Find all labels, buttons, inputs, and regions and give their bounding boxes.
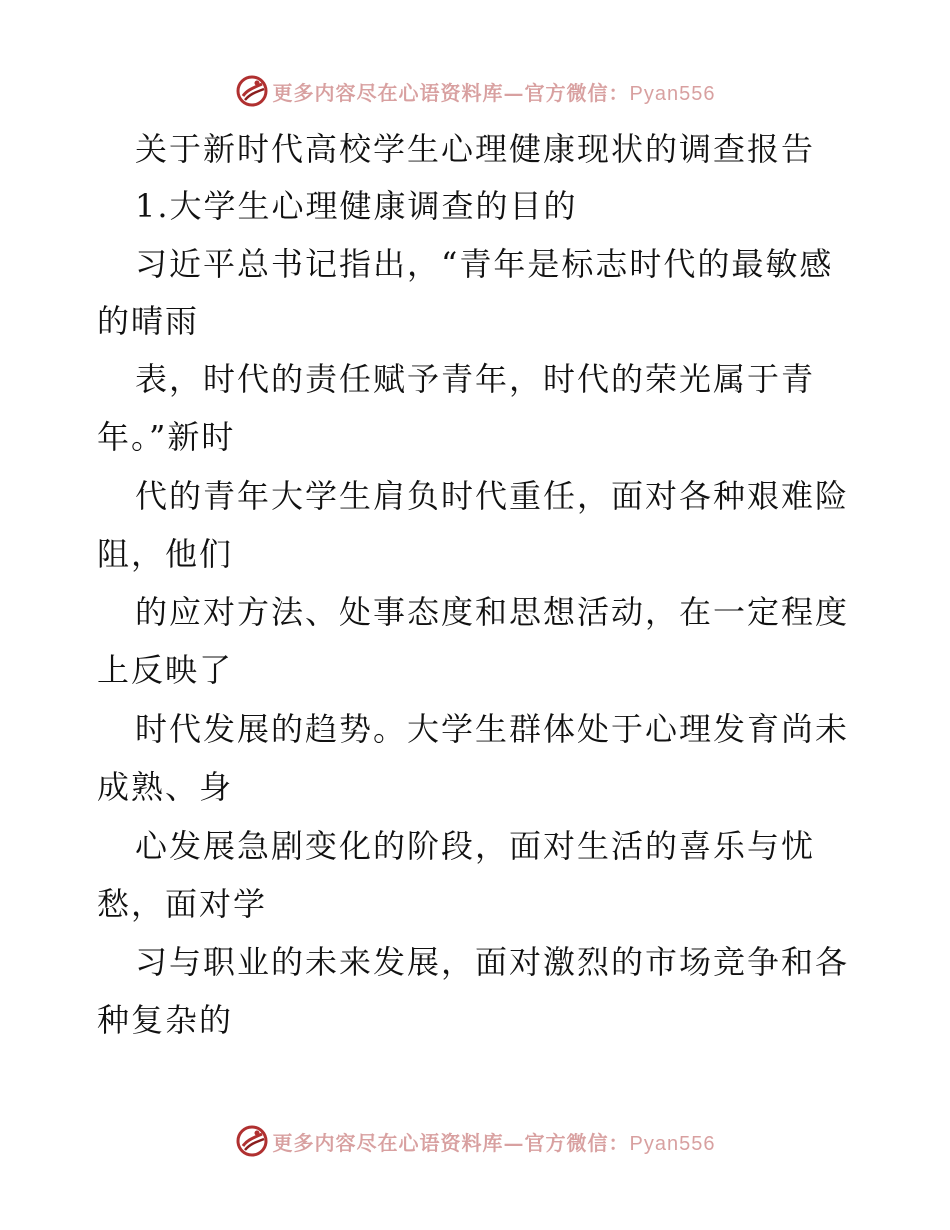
paragraph-line: 习近平总书记指出，“青年是标志时代的最敏感: [135, 245, 834, 283]
paragraph-line: 成熟、身: [97, 768, 234, 806]
banner-label: 更多内容尽在心语资料库—官方微信：: [272, 80, 630, 105]
paragraph-line: 种复杂的: [97, 1001, 234, 1039]
header-banner: [0, 71, 950, 111]
paragraph-line: 表，时代的责任赋予青年，时代的荣光属于青: [135, 360, 816, 398]
paragraph-line: 阻，他们: [97, 535, 234, 573]
paragraph-line: 心发展急剧变化的阶段，面对生活的喜乐与忧: [135, 827, 816, 865]
banner-text: [273, 77, 716, 106]
banner-wechat-id: Pyan556: [629, 82, 716, 105]
paragraph-line: 上反映了: [97, 651, 234, 689]
paragraph-line: 习与职业的未来发展，面对激烈的市场竞争和各: [135, 943, 850, 981]
paragraph-line: 愁，面对学: [97, 885, 268, 923]
banner-label: 更多内容尽在心语资料库—官方微信：: [272, 1130, 630, 1155]
banner-wechat-id: Pyan556: [629, 1132, 716, 1155]
banner-text: [273, 1127, 716, 1156]
document-title: 关于新时代高校学生心理健康现状的调查报告: [135, 130, 816, 168]
book-logo-icon: [235, 1124, 269, 1158]
book-logo-icon: [235, 74, 269, 108]
paragraph-line: 时代发展的趋势。大学生群体处于心理发育尚未: [135, 710, 850, 748]
paragraph-line: 代的青年大学生肩负时代重任，面对各种艰难险: [135, 477, 850, 515]
paragraph-line: 年。”新时: [97, 418, 236, 456]
section-heading: 1.大学生心理健康调查的目的: [135, 187, 578, 225]
paragraph-line: 的晴雨: [97, 302, 200, 340]
footer-banner: [0, 1121, 950, 1161]
paragraph-line: 的应对方法、处事态度和思想活动，在一定程度: [135, 593, 850, 631]
